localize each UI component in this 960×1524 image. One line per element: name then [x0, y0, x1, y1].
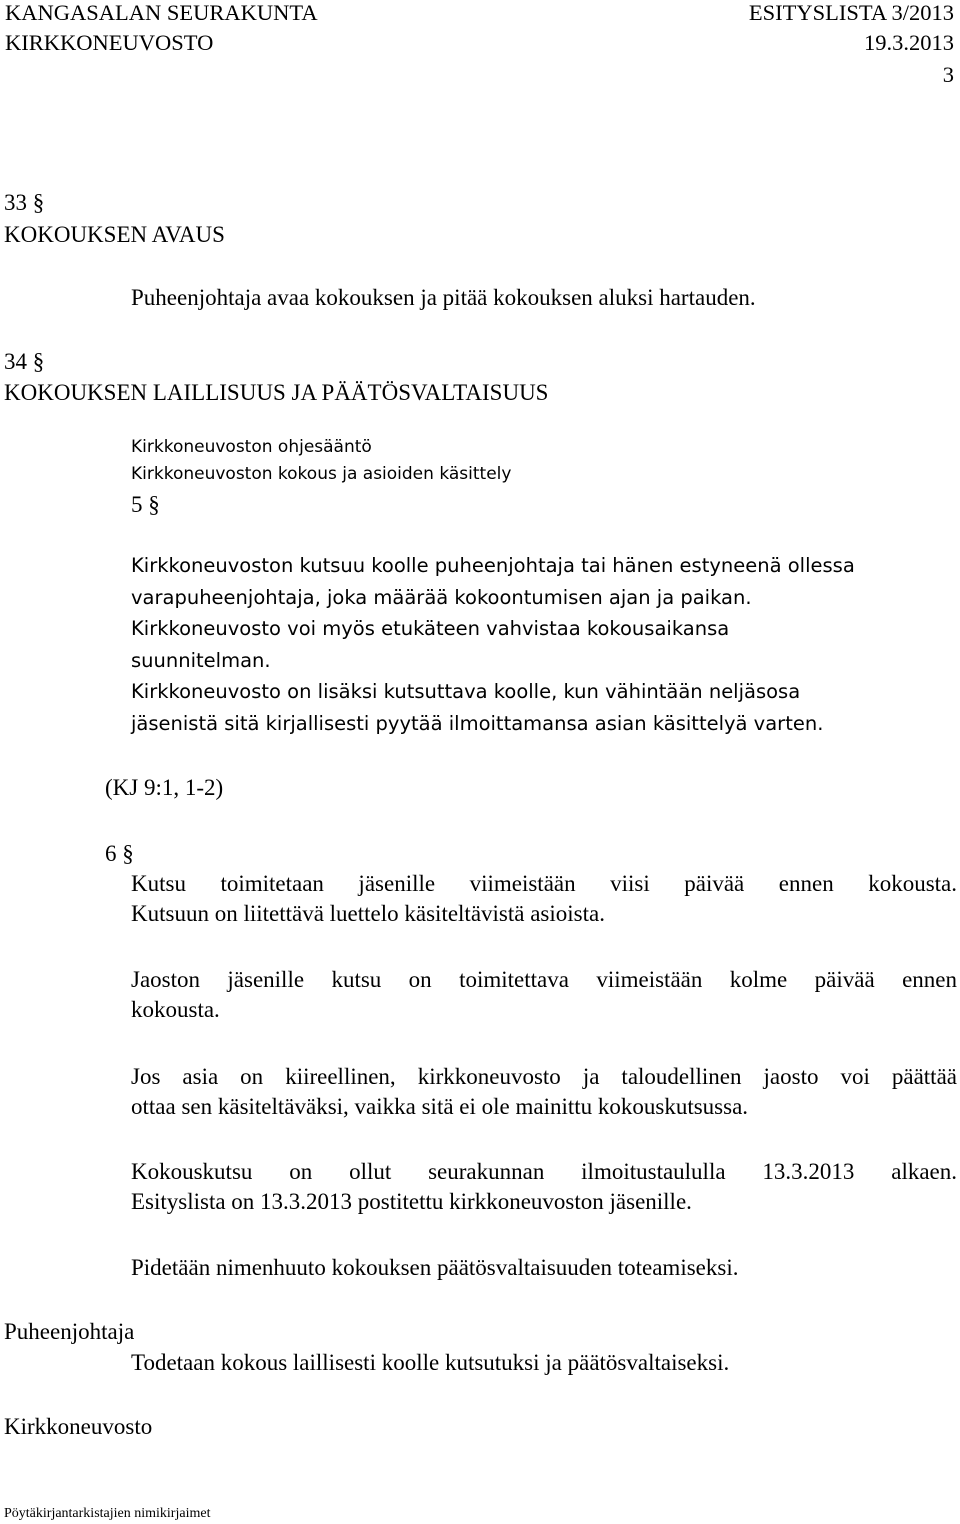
para-5-text — [131, 550, 957, 739]
para-5-line: jäsenistä sitä kirjallisesti pyytää ilmoittamansa asian käsittelyä varten. — [131, 711, 824, 735]
para-6-number: 6 § — [105, 841, 134, 866]
proposal-label: Puheenjohtaja — [4, 1319, 135, 1344]
header-list-id: ESITYSLISTA 3/2013 — [748, 0, 954, 25]
notice-line: Esityslista on 13.3.2013 postitettu kirkkoneuvoston jäsenille. — [131, 1189, 692, 1214]
para-6-line: Kutsu toimitetaan jäsenille viimeistään viisi päivää ennen kokousta. — [131, 871, 957, 896]
section-34-number: 34 § — [4, 349, 45, 374]
para-5-line: Kirkkoneuvoston kutsuu koolle puheenjohtaja tai hänen estyneenä ollessa — [131, 554, 855, 577]
para-6-c-line: ottaa sen käsiteltäväksi, vaikka sitä ei ole mainittu kokouskutsussa. — [131, 1094, 749, 1119]
footer-initials-label: Pöytäkirjantarkistajien nimikirjaimet — [4, 1506, 211, 1521]
law-reference: (KJ 9:1, 1-2) — [105, 775, 224, 800]
para-6-line: Kutsuun on liitettävä luettelo käsiteltävistä asioista. — [131, 901, 605, 926]
para-6-c-line: Jos asia on kiireellinen, kirkkoneuvosto ja taloudellinen jaosto voi päättää — [131, 1064, 957, 1089]
para-6-b-text — [131, 965, 957, 1025]
section-33-title: KOKOUKSEN AVAUS — [4, 222, 225, 247]
para-6-b-line: kokousta. — [131, 997, 220, 1022]
para-5-number: 5 § — [131, 492, 160, 517]
section-33-text: Puheenjohtaja avaa kokouksen ja pitää kokouksen aluksi hartauden. — [131, 285, 756, 310]
para-5-line: Kirkkoneuvosto on lisäksi kutsuttava koolle, kun vähintään neljäsosa — [131, 680, 801, 703]
header-date: 19.3.2013 — [864, 30, 954, 55]
para-6-text — [131, 869, 957, 929]
rule-reference-2: Kirkkoneuvoston kokous ja asioiden käsittely — [131, 464, 512, 484]
para-5-line: suunnitelman. — [131, 648, 271, 672]
section-33-number: 33 § — [4, 190, 45, 215]
notice-text — [131, 1157, 957, 1217]
section-34-title: KOKOUKSEN LAILLISUUS JA PÄÄTÖSVALTAISUUS — [4, 380, 549, 405]
notice-line: Kokouskutsu on ollut seurakunnan ilmoitustaululla 13.3.2013 alkaen. — [131, 1159, 957, 1184]
para-5-line: Kirkkoneuvosto voi myös etukäteen vahvistaa kokousaikansa — [131, 617, 730, 640]
rollcall-text: Pidetään nimenhuuto kokouksen päätösvaltaisuuden toteamiseksi. — [131, 1255, 739, 1280]
page-number: 3 — [942, 62, 954, 87]
header-org: KANGASALAN SEURAKUNTA — [5, 0, 318, 25]
para-6-b-line: Jaoston jäsenille kutsu on toimitettava viimeistään kolme päivää ennen — [131, 967, 957, 992]
para-6-c-text — [131, 1062, 957, 1122]
para-5-line: varapuheenjohtaja, joka määrää kokoontumisen ajan ja paikan. — [131, 585, 752, 609]
rule-reference-1: Kirkkoneuvoston ohjesääntö — [131, 437, 372, 457]
proposal-text: Todetaan kokous laillisesti koolle kutsutuksi ja päätösvaltaiseksi. — [131, 1350, 730, 1375]
header-body-name: KIRKKONEUVOSTO — [5, 30, 214, 55]
decision-label: Kirkkoneuvosto — [4, 1414, 153, 1439]
